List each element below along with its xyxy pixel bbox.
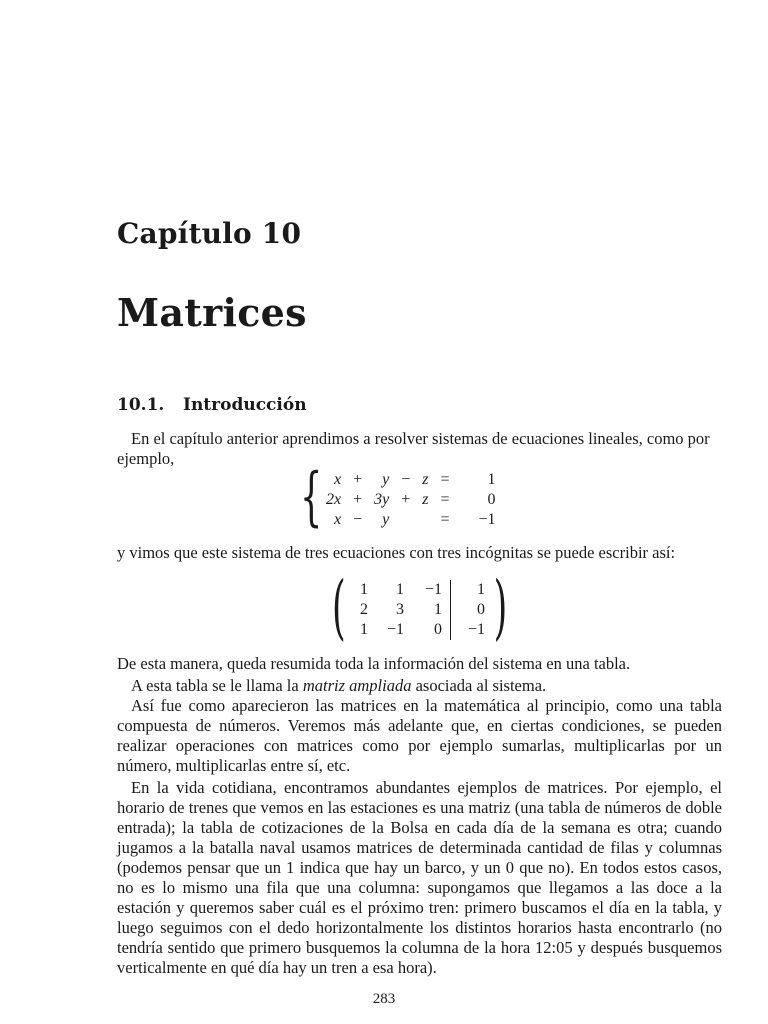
eq-operator: +	[353, 491, 363, 508]
left-parenthesis: (	[332, 566, 346, 648]
eq-equals: =	[440, 491, 450, 508]
equation-row	[320, 490, 502, 510]
equation-table	[320, 470, 502, 530]
paragraph-intro: En el capítulo anterior aprendimos a resolver sistemas de ecuaciones lineales, como por ejemplo,	[117, 429, 710, 468]
chapter-title: Matrices	[117, 290, 307, 335]
eq-term: 2x	[326, 491, 342, 508]
matrix-row	[346, 580, 491, 600]
paragraph-everyday-examples: En la vida cotidiana, encontramos abundantes ejemplos de matrices. Por ejemplo, el horario de trenes que vemos en las estaciones es una matriz (una tabla de números de doble entrada); la tabla de cotizaciones de la Bolsa en cada día de la semana es otra; cuando jugamos a la batalla naval usamos matrices de determinada cantidad de filas y columnas (podemos pensar que un 1 indica que hay un barco, y un 0 que no). En todos estos casos, no es lo mismo una fila que una columna: supongamos que llegamos a las doce a la estación y queremos saber cuál es el próximo tren: primero buscamos el día en la tabla, y luego seguimos con el dedo horizontalmente los distintos horarios hasta encontrarlo (no tendría sentido que primero busquemos la columna de la hora 12:05 y después busquemos verticalmente en qué día hay un tren a esa hora).	[117, 778, 722, 977]
matrix-cell: 1	[360, 581, 368, 598]
eq-equals: =	[440, 511, 450, 528]
augmented-matrix	[332, 566, 507, 648]
matrix-augmented-cell: 0	[451, 600, 492, 620]
emphasized-term: matriz ampliada	[302, 676, 412, 695]
matrix-cell: −1	[386, 621, 404, 638]
eq-term: z	[422, 491, 429, 508]
text-run: A esta tabla se le llama la	[131, 676, 303, 695]
chapter-label: Capítulo 10	[117, 217, 302, 250]
matrix-cell: 1	[396, 581, 404, 598]
section-number: 10.1.	[117, 395, 165, 415]
equation-row	[320, 510, 502, 530]
eq-operator: −	[401, 471, 411, 488]
eq-term: x	[334, 511, 342, 528]
section-heading	[117, 395, 307, 415]
matrix-cell: 1	[360, 621, 368, 638]
matrix-row	[346, 620, 491, 640]
matrix-cell: 1	[434, 601, 442, 618]
paragraph-summary: De esta manera, queda resumida toda la información del sistema en una tabla.	[117, 654, 631, 673]
eq-operator: −	[353, 511, 363, 528]
equation-system	[300, 460, 540, 534]
matrix-table	[346, 580, 491, 640]
matrix-cell: 3	[396, 601, 404, 618]
matrix-row	[346, 600, 491, 620]
eq-operator	[395, 510, 416, 530]
paragraph-history: Así fue como aparecieron las matrices en la matemática al principio, como una tabla compuesta de números. Veremos más adelante que, en ciertas condiciones, se pueden realizar operaciones con matrices como por ejemplo sumarlas, multiplicarlas por un número, multiplicarlas entre sí, etc.	[117, 696, 722, 775]
eq-constant: 1	[487, 471, 496, 488]
eq-term: y	[382, 511, 390, 528]
matrix-cell: 2	[360, 601, 368, 618]
section-title: Introducción	[183, 395, 307, 415]
eq-operator: +	[401, 491, 411, 508]
eq-term	[416, 510, 434, 530]
left-brace: {	[300, 460, 323, 534]
matrix-augmented-cell: 1	[451, 580, 492, 600]
eq-term: 3y	[374, 491, 390, 508]
eq-term: y	[382, 471, 390, 488]
equation-row	[320, 470, 502, 490]
eq-constant: −1	[478, 511, 496, 528]
eq-equals: =	[440, 471, 450, 488]
matrix-augmented-cell: −1	[451, 620, 492, 640]
matrix-cell: −1	[424, 581, 442, 598]
eq-term: x	[334, 471, 342, 488]
eq-term: z	[422, 471, 429, 488]
eq-constant: 0	[487, 491, 496, 508]
text-run: asociada al sistema.	[411, 676, 547, 695]
paragraph-matrix-intro: y vimos que este sistema de tres ecuaciones con tres incógnitas se puede escribir así:	[117, 543, 676, 562]
matrix-cell: 0	[434, 621, 442, 638]
right-parenthesis: )	[493, 566, 507, 648]
page-number: 283	[372, 991, 396, 1007]
eq-operator: +	[353, 471, 363, 488]
paragraph-augmented-definition	[117, 676, 722, 696]
